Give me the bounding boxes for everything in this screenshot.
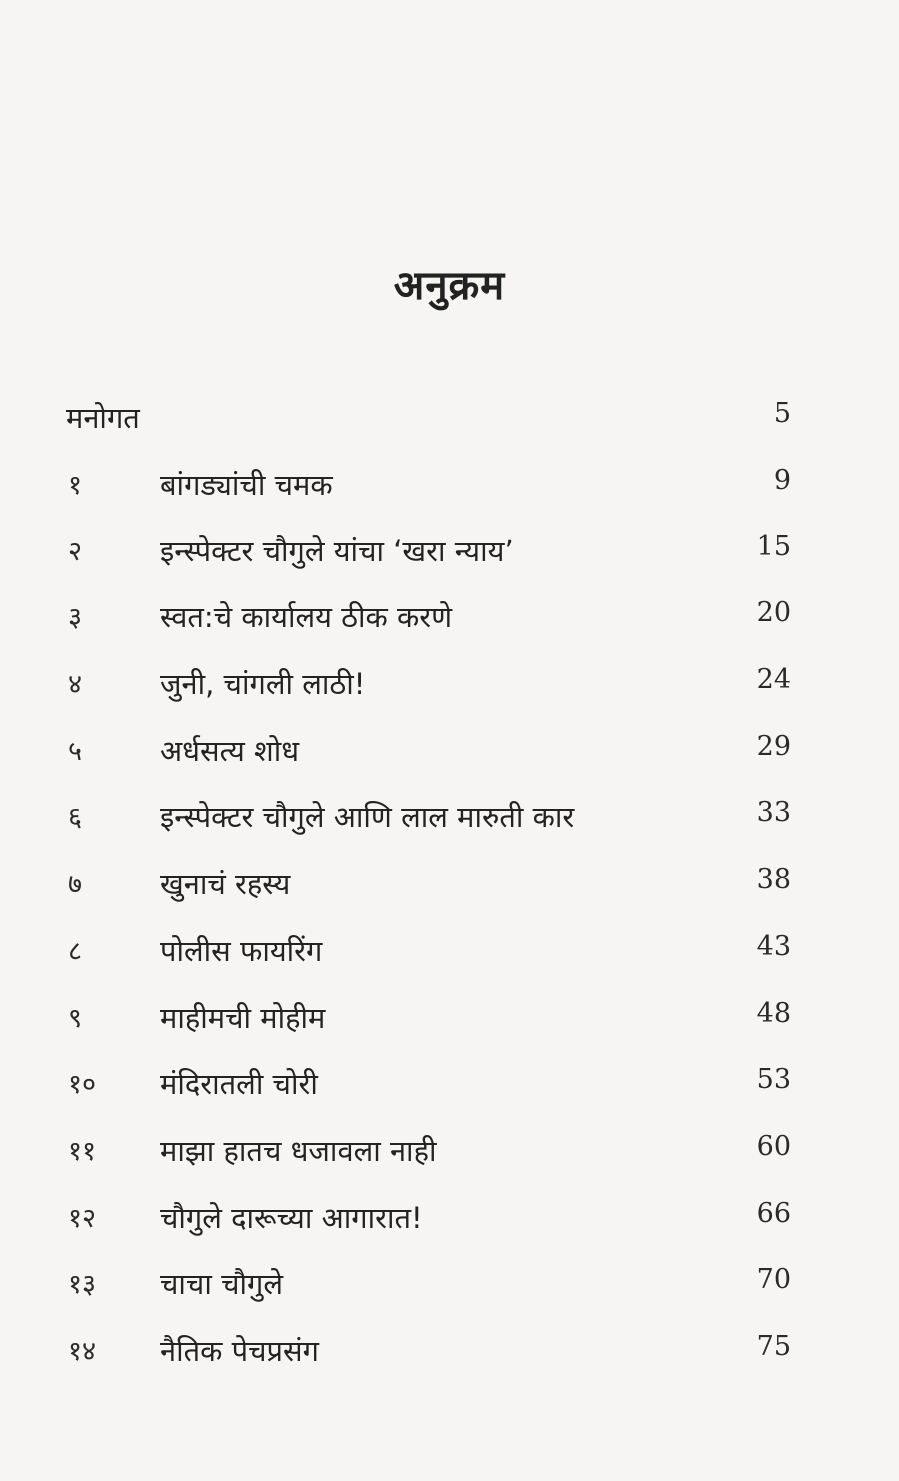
toc-entry-page: 9 xyxy=(773,465,791,496)
toc-entry-title: मनोगत xyxy=(66,401,140,435)
toc-entry xyxy=(0,1125,899,1175)
toc-entry xyxy=(0,858,899,908)
toc-entry xyxy=(0,725,899,775)
toc-entry xyxy=(0,591,899,641)
toc-entry xyxy=(0,992,899,1042)
toc-entry-title: माहीमची मोहीम xyxy=(160,1001,326,1035)
toc-entry-title: चौगुले दारूच्या आगारात! xyxy=(160,1201,423,1235)
toc-entry xyxy=(0,791,899,841)
toc-entry-page: 15 xyxy=(756,531,791,562)
toc-entry-title: चाचा चौगुले xyxy=(160,1267,283,1301)
toc-entry-number: १२ xyxy=(68,1203,97,1234)
toc-entry xyxy=(0,658,899,708)
toc-entry-page: 48 xyxy=(756,998,791,1029)
toc-entry-number: ४ xyxy=(68,669,83,700)
toc-entry-page: 33 xyxy=(756,797,791,828)
toc-entry-number: १४ xyxy=(68,1336,97,1367)
toc-entry xyxy=(0,1192,899,1242)
toc-entry xyxy=(0,1058,899,1108)
toc-entry-number: ११ xyxy=(68,1136,97,1167)
toc-title: अनुक्रम xyxy=(393,263,506,309)
toc-entry-page: 53 xyxy=(756,1064,791,1095)
toc-entry-number: ३ xyxy=(68,602,83,633)
toc-entry-page: 20 xyxy=(756,597,791,628)
toc-entry-number: ८ xyxy=(68,936,83,967)
toc-entry-number: ५ xyxy=(68,736,83,767)
toc-entry-preface xyxy=(0,392,899,442)
toc-entry-title: मंदिरातली चोरी xyxy=(160,1067,318,1101)
toc-entry-page: 75 xyxy=(756,1331,791,1362)
toc-entry-page: 60 xyxy=(756,1131,791,1162)
toc-entry-number: ६ xyxy=(68,802,83,833)
toc-entry-number: १ xyxy=(68,470,83,501)
toc-entry-title: स्वत:चे कार्यालय ठीक करणे xyxy=(160,600,453,634)
toc-entry-page: 66 xyxy=(756,1198,791,1229)
toc-entry-number: १३ xyxy=(68,1269,97,1300)
toc-entry-page: 29 xyxy=(756,731,791,762)
toc-entry-page: 24 xyxy=(756,664,791,695)
toc-entry xyxy=(0,1258,899,1308)
toc-entry-page: 5 xyxy=(773,398,791,429)
toc-entry-page: 38 xyxy=(756,864,791,895)
toc-entry-title: बांगड्यांची चमक xyxy=(160,468,333,502)
toc-entry-title: इन्स्पेक्टर चौगुले यांचा ‘खरा न्याय’ xyxy=(160,534,514,568)
toc-entry-title: नैतिक पेचप्रसंग xyxy=(160,1334,319,1368)
toc-entry xyxy=(0,1325,899,1375)
toc-entry-page: 70 xyxy=(756,1264,791,1295)
toc-entry-title: जुनी, चांगली लाठी! xyxy=(160,667,366,701)
toc-entry-page: 43 xyxy=(756,931,791,962)
toc-entry xyxy=(0,459,899,509)
toc-entry xyxy=(0,525,899,575)
toc-entry-number: १० xyxy=(68,1069,97,1100)
toc-entry-number: ९ xyxy=(68,1003,83,1034)
toc-entry-number: २ xyxy=(68,536,83,567)
toc-entry-title: अर्धसत्य शोध xyxy=(160,734,300,768)
toc-entry-title: माझा हातच धजावला नाही xyxy=(160,1134,437,1168)
toc-entry-title: पोलीस फायरिंग xyxy=(160,934,323,968)
toc-entry xyxy=(0,925,899,975)
toc-entry-title: इन्स्पेक्टर चौगुले आणि लाल मारुती कार xyxy=(160,800,575,834)
toc-entry-number: ७ xyxy=(68,869,83,900)
toc-entry-title: खुनाचं रहस्य xyxy=(160,867,291,901)
